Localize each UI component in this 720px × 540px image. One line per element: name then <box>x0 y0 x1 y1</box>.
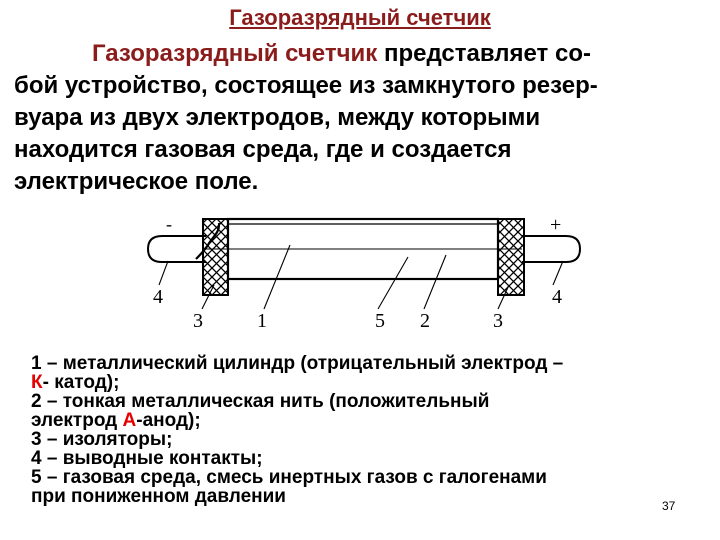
intro-line-5: электрическое поле. <box>14 168 259 195</box>
cathode-letter: К <box>31 372 43 393</box>
intro-line-4: находится газовая среда, где и создается <box>14 136 512 163</box>
legend-item-2-line-2: электрод А-анод); <box>31 410 201 431</box>
intro-line-1: представляет со- <box>377 40 591 67</box>
right-insulator <box>498 219 524 295</box>
legend <box>31 354 711 506</box>
left-insulator <box>203 219 228 295</box>
label-cylinder: 1 <box>257 310 267 332</box>
anode-letter: А <box>122 410 137 431</box>
gas-counter-diagram <box>140 205 590 345</box>
legend-item-4: 4 – выводные контакты; <box>31 448 263 469</box>
label-left-contact: 4 <box>153 286 163 308</box>
label-left-insulator: 3 <box>193 310 203 332</box>
label-gas: 5 <box>375 310 385 332</box>
label-right-insulator: 3 <box>493 310 503 332</box>
page-number: 37 <box>662 499 676 513</box>
intro-term: Газоразрядный счетчик <box>92 40 378 67</box>
legend-item-1-line-2: К- катод); <box>31 372 120 393</box>
label-wire: 2 <box>420 310 430 332</box>
page-title: Газоразрядный счетчик <box>229 5 491 30</box>
legend-item-5-line-2: при пониженном давлении <box>31 486 286 507</box>
legend-item-3: 3 – изоляторы; <box>31 429 173 450</box>
intro-paragraph <box>14 38 704 198</box>
plus-sign: + <box>550 214 562 236</box>
right-contact <box>522 236 580 262</box>
minus-sign: - <box>166 214 172 234</box>
intro-line-2: бой устройство, состоящее из замкнутого резер- <box>14 72 598 99</box>
legend-item-1-line-1: 1 – металлический цилиндр (отрицательный электрод – <box>31 353 564 374</box>
legend-item-2-line-1: 2 – тонкая металлическая нить (положительный <box>31 391 490 412</box>
legend-item-5-line-1: 5 – газовая среда, смесь инертных газов с галогенами <box>31 467 547 488</box>
intro-line-3: вуара из двух электродов, между которыми <box>14 104 541 131</box>
label-right-contact: 4 <box>552 286 562 308</box>
